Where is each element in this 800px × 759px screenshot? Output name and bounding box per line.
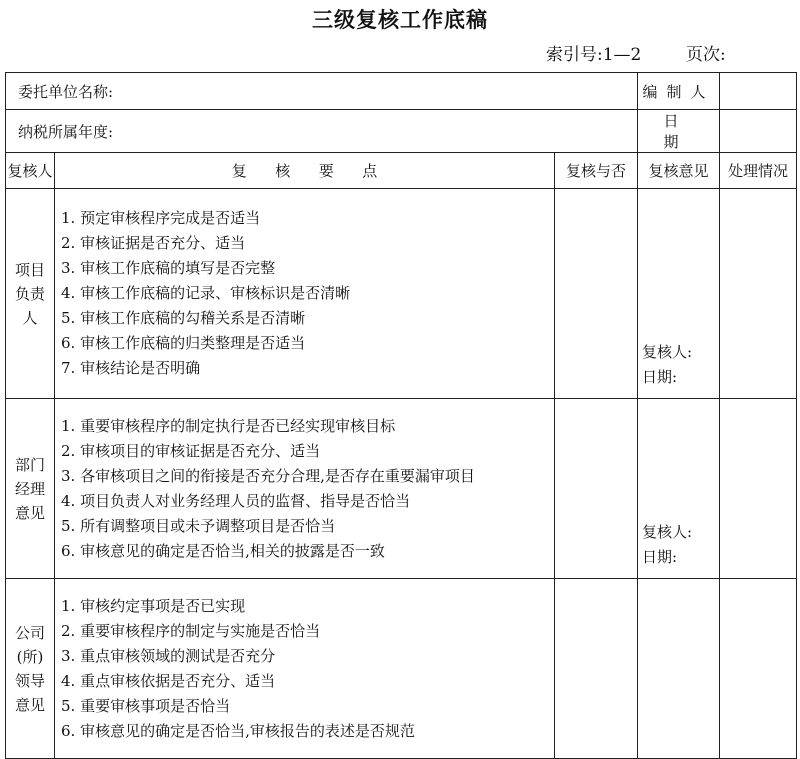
review-point-item: 3. 重点审核领域的测试是否充分 <box>61 646 276 665</box>
review-point-item: 6. 审核意见的确定是否恰当,相关的披露是否一致 <box>61 541 385 560</box>
review-point-item: 2. 审核项目的审核证据是否充分、适当 <box>61 441 321 460</box>
checked-cell[interactable] <box>555 579 638 759</box>
sign-reviewer-label: 复核人: <box>642 343 693 361</box>
review-point-item: 2. 审核证据是否充分、适当 <box>61 234 246 252</box>
role-line: 项目 <box>14 260 45 279</box>
role-line: 负责 <box>14 284 45 303</box>
review-worksheet-table <box>5 72 797 759</box>
review-point-item: 1. 预定审核程序完成是否适当 <box>61 209 261 227</box>
review-point-item: 4. 审核工作底稿的记录、审核标识是否清晰 <box>61 284 351 302</box>
review-point-item: 3. 各审核项目之间的衔接是否充分合理,是否存在重要漏审项目 <box>61 466 475 485</box>
review-point-item: 1. 审核约定事项是否已实现 <box>61 596 246 615</box>
review-point-item: 4. 项目负责人对业务经理人员的监督、指导是否恰当 <box>61 491 411 510</box>
document-title: 三级复核工作底稿 <box>312 8 488 32</box>
review-points-cell <box>55 399 555 579</box>
col-reviewer-header: 复核人 <box>6 153 55 189</box>
date-label: 日期 <box>638 110 720 153</box>
opinion-cell[interactable] <box>638 189 720 399</box>
role-line: 经理 <box>14 479 45 498</box>
review-point-item: 7. 审核结论是否明确 <box>61 359 201 377</box>
sign-date-label: 日期: <box>642 368 678 386</box>
review-point-item: 5. 所有调整项目或未予调整项目是否恰当 <box>61 516 336 535</box>
section-row-project-leader <box>6 189 797 399</box>
role-line: (所) <box>16 647 44 666</box>
role-line: 领导 <box>14 671 45 690</box>
opinion-cell[interactable] <box>638 399 720 579</box>
col-handling-header: 处理情况 <box>720 153 797 189</box>
page-number: 页次: <box>686 45 726 65</box>
review-point-item: 5. 审核工作底稿的勾稽关系是否清晰 <box>61 309 306 327</box>
reviewer-role-cell <box>6 189 55 399</box>
col-checked-header: 复核与否 <box>555 153 638 189</box>
role-line: 意见 <box>14 695 45 714</box>
review-point-item: 6. 审核工作底稿的归类整理是否适当 <box>61 334 306 352</box>
sign-reviewer-label: 复核人: <box>642 523 693 541</box>
role-line: 意见 <box>14 503 45 522</box>
checked-cell[interactable] <box>555 189 638 399</box>
section-row-company-leader <box>6 579 797 759</box>
review-point-item: 3. 审核工作底稿的填写是否完整 <box>61 259 276 277</box>
client-name-label: 委托单位名称: <box>6 73 638 110</box>
review-point-item: 5. 重要审核事项是否恰当 <box>61 696 231 715</box>
opinion-cell[interactable] <box>638 579 720 759</box>
role-line: 公司 <box>14 623 45 642</box>
review-points-cell <box>55 579 555 759</box>
column-header-row <box>6 153 797 189</box>
preparer-label: 编制人 <box>638 73 720 110</box>
tax-year-row <box>6 110 797 153</box>
handling-cell[interactable] <box>720 579 797 759</box>
date-value-cell[interactable] <box>720 110 797 153</box>
tax-year-label: 纳税所属年度: <box>6 110 638 153</box>
sign-date-label: 日期: <box>642 548 678 566</box>
review-point-item: 6. 审核意见的确定是否恰当,审核报告的表述是否规范 <box>61 721 415 740</box>
review-point-item: 1. 重要审核程序的制定执行是否已经实现审核目标 <box>61 416 396 435</box>
col-opinion-header: 复核意见 <box>638 153 720 189</box>
client-row <box>6 73 797 110</box>
review-point-item: 2. 重要审核程序的制定与实施是否恰当 <box>61 621 321 640</box>
review-point-item: 4. 重点审核依据是否充分、适当 <box>61 671 276 690</box>
reviewer-role-cell <box>6 579 55 759</box>
reviewer-role-cell <box>6 399 55 579</box>
handling-cell[interactable] <box>720 399 797 579</box>
checked-cell[interactable] <box>555 399 638 579</box>
review-points-cell <box>55 189 555 399</box>
index-number: 索引号:1—2 <box>546 45 642 65</box>
preparer-value-cell[interactable] <box>720 73 797 110</box>
handling-cell[interactable] <box>720 189 797 399</box>
role-line: 人 <box>22 308 38 327</box>
role-line: 部门 <box>14 455 45 474</box>
col-points-header: 复核要点 <box>55 153 555 189</box>
section-row-department-manager <box>6 399 797 579</box>
